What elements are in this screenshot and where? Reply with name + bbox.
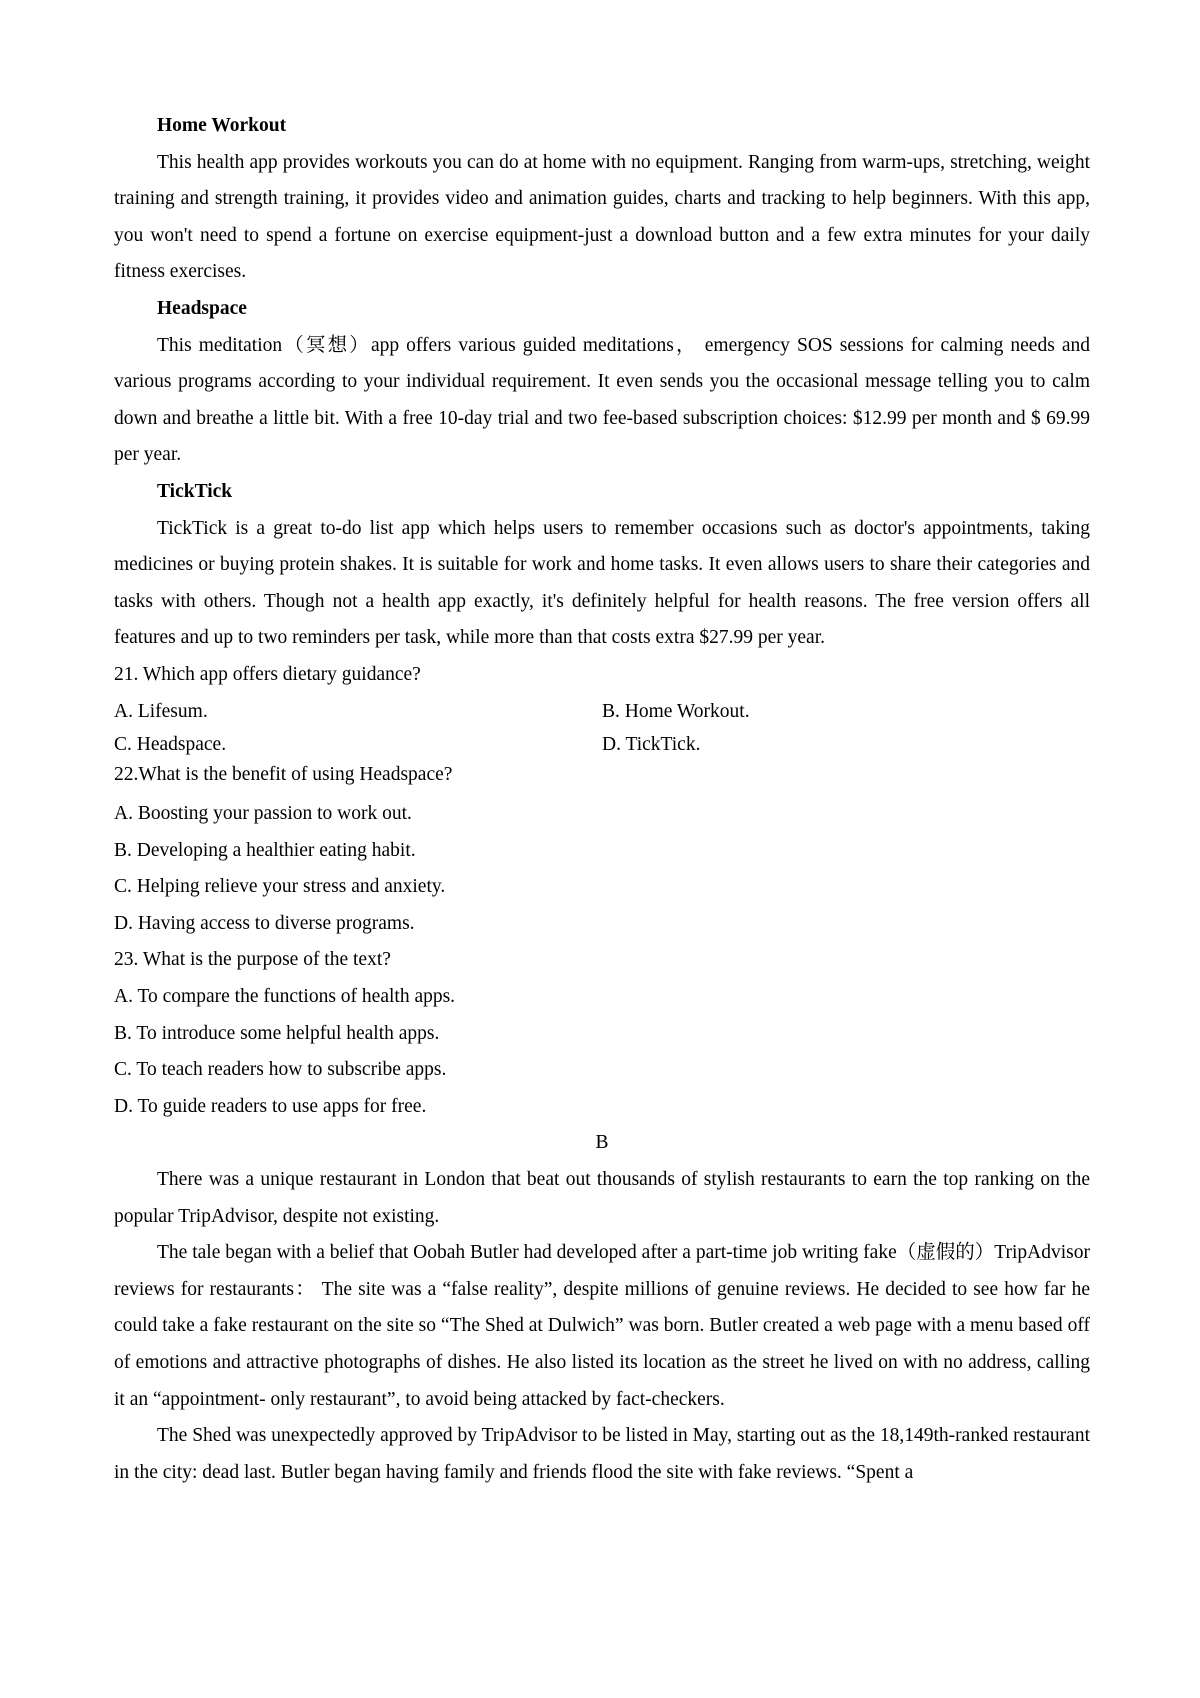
option-b[interactable]: B. Home Workout. xyxy=(602,700,750,722)
app-description-home-workout: This health app provides workouts you can do at home with no equipment. Ranging from warm-ups, stretching, weight training and strength training, it provides video and animation guides, charts and tracking to help beginners. With this app, you won't need to spend a fortune on exercise equipment-just a download button and a few extra minutes for your daily fitness exercises. xyxy=(114,151,1090,283)
passage-b xyxy=(114,1125,1090,1491)
passage-b-paragraph-3: The Shed was unexpectedly approved by TripAdvisor to be listed in May, starting out as the 18,149th-ranked restaurant in the city: dead last. Butler began having family and friends flood the site with fake reviews. “Spent a xyxy=(114,1425,1090,1483)
option-b[interactable]: B. Developing a healthier eating habit. xyxy=(114,839,416,861)
option-row xyxy=(114,730,1090,760)
question-stem: 22.What is the benefit of using Headspace? xyxy=(114,764,453,786)
option-d[interactable]: D. To guide readers to use apps for free. xyxy=(114,1095,427,1117)
option-c[interactable]: C. To teach readers how to subscribe apps. xyxy=(114,1059,447,1081)
option-a[interactable]: A. Lifesum. xyxy=(114,700,208,722)
option-row xyxy=(114,694,1090,731)
option-d[interactable]: D. Having access to diverse programs. xyxy=(114,912,415,934)
option-b[interactable]: B. To introduce some helpful health apps. xyxy=(114,1022,440,1044)
question-stem: 23. What is the purpose of the text? xyxy=(114,949,391,971)
app-title-headspace: Headspace xyxy=(157,297,247,319)
question-21 xyxy=(114,657,1090,760)
passage-b-paragraph-2: The tale began with a belief that Oobah Butler had developed after a part-time job writing fake（虚假的）TripAdvisor reviews for restaurants： The site was a “false reality”, despite millions of genuine reviews. He decided to see how far he could take a fake restaurant on the site so “The Shed at Dulwich” was born. Butler created a web page with a menu based off of emotions and attractive photographs of dishes. He also listed its location as the street he lived on with no address, calling it an “appointment- only restaurant”, to avoid being attacked by fact-checkers. xyxy=(114,1242,1090,1410)
exam-page xyxy=(114,108,1090,1491)
question-22 xyxy=(114,760,1090,942)
section-letter: B xyxy=(595,1132,609,1154)
passage-a xyxy=(114,108,1090,657)
option-d[interactable]: D. TickTick. xyxy=(602,734,701,756)
app-description-ticktick: TickTick is a great to-do list app which helps users to remember occasions such as doctor's appointments, taking medicines or buying protein shakes. It is suitable for work and home tasks. It even allows users to share their categories and tasks with others. Though not a health app exactly, it's definitely helpful for health reasons. The free version offers all features and up to two reminders per task, while more than that costs extra $27.99 per year. xyxy=(114,517,1090,649)
option-a[interactable]: A. Boosting your passion to work out. xyxy=(114,803,412,825)
question-23 xyxy=(114,942,1090,1125)
option-c[interactable]: C. Headspace. xyxy=(114,734,227,756)
app-description-headspace: This meditation（冥想）app offers various guided meditations， emergency SOS sessions for calming needs and various programs according to your individual requirement. It even sends you the occasional message telling you to calm down and breathe a little bit. With a free 10-day trial and two fee-based subscription choices: $12.99 per month and $ 69.99 per year. xyxy=(114,334,1090,466)
app-title-home-workout: Home Workout xyxy=(157,115,287,136)
option-a[interactable]: A. To compare the functions of health apps. xyxy=(114,986,456,1008)
app-title-ticktick: TickTick xyxy=(157,480,233,502)
question-stem: 21. Which app offers dietary guidance? xyxy=(114,663,421,685)
option-c[interactable]: C. Helping relieve your stress and anxiety. xyxy=(114,876,446,898)
passage-b-paragraph-1: There was a unique restaurant in London that beat out thousands of stylish restaurants to earn the top ranking on the popular TripAdvisor, despite not existing. xyxy=(114,1169,1090,1227)
